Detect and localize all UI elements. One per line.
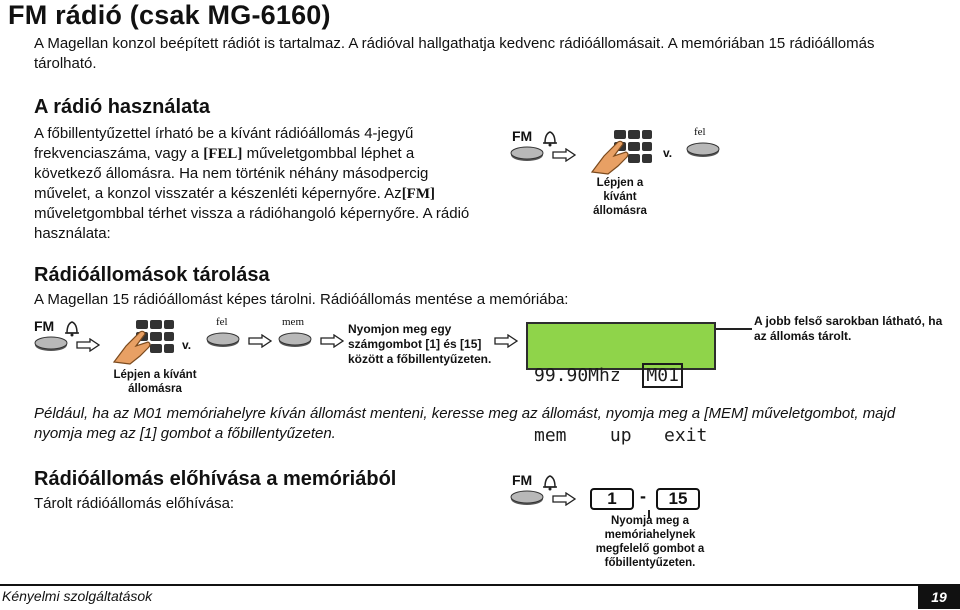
keypad-hand-icon [110,318,176,366]
bell-icon [540,472,560,492]
keypad-hand-icon [588,128,654,176]
keypad-caption-2: Lépjen a kívánt állomásra [113,369,197,395]
fm-button[interactable] [510,146,544,162]
mem-button[interactable] [278,332,312,348]
section-heading-store-stations: Rádióállomások tárolása [34,264,270,286]
section1-line-4: művelet, a konzol visszatér a készenléti képernyőre. Az[FM] [34,185,435,202]
or-label: v. [663,146,673,160]
fm-button-3[interactable] [510,490,544,506]
arrow-right-icon [494,334,518,348]
arrow-right-icon [552,148,576,162]
lcd-line-1 [534,366,708,386]
fel-key-ref: [FEL] [203,146,243,162]
intro-text: A Magellan konzol beépített rádiót is tartalmaz. A rádióval hallgathatja kedvenc rádióállomásait. A memóriában 15 rádióállomás tárolható. [34,35,875,72]
fm-button-label-3: FM [512,472,533,488]
section1-line-5: műveletgombbal térhet vissza a rádióhangoló képernyőre. A rádió [34,205,470,222]
section2-subtitle: A Magellan 15 rádióállomást képes tárolni. Rádióállomás mentése a memóriába: [34,291,569,308]
lcd-frequency: 99.90Mhz [534,365,621,386]
arrow-right-icon [552,492,576,506]
section1-line-3: következő állomásra. Ha nem történik néhány másodpercig [34,165,429,182]
fm-button-label-2: FM [34,318,55,334]
footer-divider [0,584,960,586]
recall-caption: Nyomja meg a memóriahelynek megfelelő gombot a főbillentyűzeten. [595,515,705,569]
footer-section-title: Kényelmi szolgáltatások [2,588,153,604]
bell-icon [540,128,560,148]
arrow-right-icon [76,338,100,352]
fel-button-label: fel [694,126,706,138]
fm-key-ref: [FM] [401,186,435,202]
fel-button[interactable] [686,142,720,158]
page-title: FM rádió (csak MG-6160) [8,0,331,30]
section3-subtitle: Tárolt rádióállomás előhívása: [34,495,235,512]
bell-icon [62,318,82,338]
lcd-memory-slot: M01 [642,363,683,388]
number-key-15[interactable]: 15 [656,488,700,510]
arrow-right-icon [320,334,344,348]
page-number: 19 [918,585,960,609]
fel-button-label-2: fel [216,316,228,328]
callout-line [716,328,752,330]
number-key-1[interactable]: 1 [590,488,634,510]
section1-line-6: használata: [34,225,111,242]
keypad-caption: Lépjen a kívánt állomásra [593,177,647,217]
arrow-right-icon [248,334,272,348]
or-label-2: v. [182,338,192,352]
section1-line-2: frekvenciaszáma, vagy a [FEL] műveletgombbal léphet a [34,145,415,162]
lcd-display [526,322,716,446]
section-heading-recall: Rádióállomás előhívása a memóriából [34,468,397,490]
range-dash: - [640,486,646,506]
section-heading-radio-use: A rádió használata [34,96,210,118]
section1-body [34,124,514,244]
fm-button-2[interactable] [34,336,68,352]
section1-line-1: A főbillentyűzettel írható be a kívánt rádióállomás 4-jegyű [34,125,414,142]
store-instruction: Nyomjon meg egy számgombot [1] és [15] között a főbillentyűzeten. [348,322,492,366]
corner-note: A jobb felső sarokban látható, ha az állomás tárolt. [754,314,943,343]
lcd-line-2: mem up exit [534,425,708,446]
store-example: Például, ha az M01 memóriahelyre kíván állomást menteni, keresse meg az állomást, nyomja meg a [MEM] műveletgombot, majd nyomja meg az [1] gombot a főbillentyűzeten. [34,405,896,442]
mem-button-label: mem [282,316,304,328]
fm-button-label: FM [512,128,533,144]
fel-button-2[interactable] [206,332,240,348]
